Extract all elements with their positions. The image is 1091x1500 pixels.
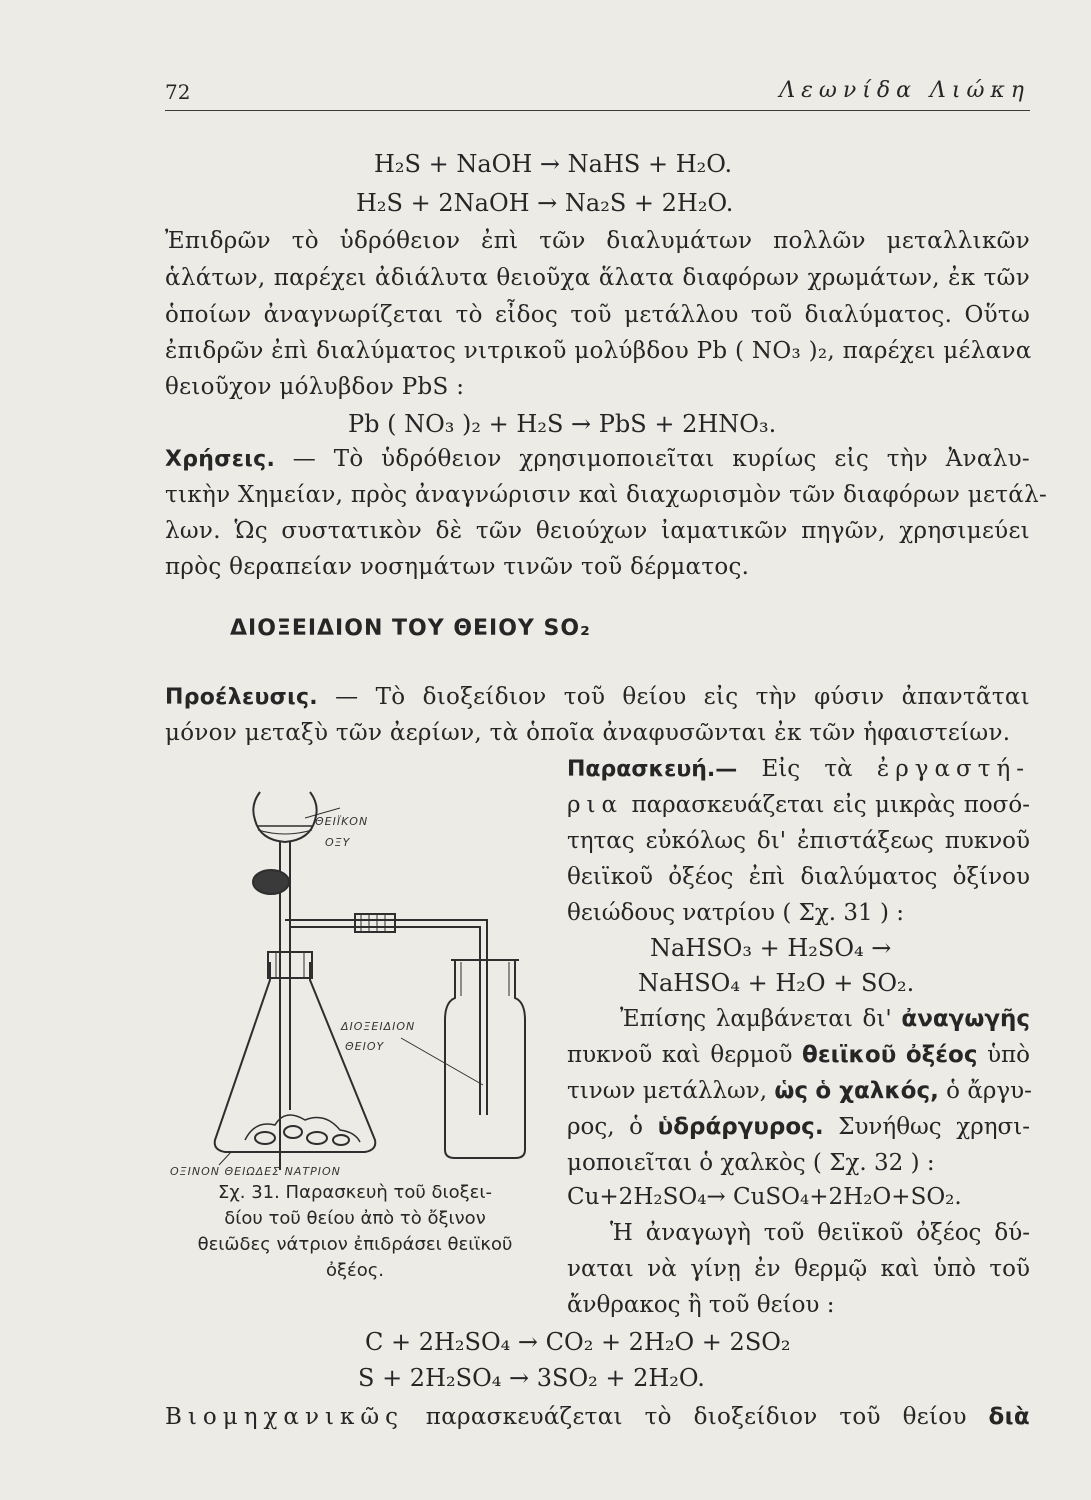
equation: Cu+2H₂SO₄→ CuSO₄+2H₂O+SO₂. (567, 1184, 962, 1210)
text-span: Συνήθως χρησι- (838, 1114, 1031, 1140)
uses-text: — Τὸ ὑδρόθειον χρησιμοποιεῖται κυρίως εἰς τὴν Ἀναλυ- (292, 446, 1030, 472)
running-head: Λεωνίδα Λιώκη (779, 78, 1030, 103)
section-heading: ΔΙΟΞΕΙΔΙΟΝ ΤΟΥ ΘΕΙΟΥ SO₂ (230, 616, 591, 641)
text-line: μόνον μεταξὺ τῶν ἀερίων, τὰ ὁποῖα ἀναφυσῶνται ἐκ τῶν ἡφαιστείων. (165, 720, 1011, 746)
caption-line: δίου τοῦ θείου ἀπὸ τὸ ὄξινον (224, 1208, 486, 1229)
spaced-word: ρια (567, 792, 624, 818)
text-line (567, 1042, 1030, 1068)
text-line: τικὴν Χημείαν, πρὸς ἀναγνώρισιν καὶ διαχωρισμὸν τῶν διαφόρων μετάλ- (165, 482, 1048, 508)
uses-line (165, 446, 1030, 472)
text-span: ὑπὸ (987, 1042, 1031, 1068)
bold-word: ὡς (774, 1078, 809, 1104)
origin-line (165, 684, 1030, 710)
last-line (165, 1404, 1030, 1430)
text-span: παρασκευάζεται τὸ διοξείδιον τοῦ θείου (425, 1404, 967, 1430)
text-line (567, 1078, 1030, 1104)
equation: NaHSO₃ + H₂SO₄ → (650, 934, 892, 962)
text-span: παρασκευάζεται εἰς μικρὰς ποσό- (631, 792, 1030, 818)
text-span: τινων μετάλλων, (567, 1078, 768, 1104)
text-line: ἐπιδρῶν ἐπὶ διαλύματος νιτρικοῦ μολύβδου Pb ( NO₃ )₂, παρέχει μέλανα (165, 338, 1032, 364)
equation: C + 2H₂SO₄ → CO₂ + 2H₂O + 2SO₂ (365, 1328, 791, 1356)
text-span: Ἐπίσης λαμβάνεται δι' (620, 1006, 892, 1032)
label-bottom: ΟΞΙΝΟΝ ΘΕΙΩΔΕΣ ΝΑΤΡΙΟΝ (170, 1165, 341, 1178)
text-line: ναται νὰ γίνῃ ἐν θερμῷ καὶ ὑπὸ τοῦ (567, 1256, 1030, 1282)
equation: H₂S + 2NaOH → Na₂S + 2H₂O. (356, 189, 734, 217)
origin-text: — Τὸ διοξείδιον τοῦ θείου εἰς τὴν φύσιν ἀπαντᾶται (335, 684, 1030, 710)
text-line: Ἡ ἀναγωγὴ τοῦ θειϊκοῦ ὀξέος δύ- (610, 1220, 1030, 1246)
bold-word: ἀναγωγῆς (901, 1006, 1031, 1032)
text-line: θειϊκοῦ ὀξέος ἐπὶ διαλύματος ὀξίνου (567, 864, 1030, 890)
label-gas-2: ΘΕΙΟΥ (345, 1040, 385, 1053)
text-span: ρος, ὁ (567, 1114, 644, 1140)
caption-line: Σχ. 31. Παρασκευὴ τοῦ διοξει- (218, 1182, 492, 1203)
text-line: θειοῦχον μόλυβδον PbS : (165, 374, 465, 400)
collecting-bottle (445, 960, 525, 1158)
apparatus-illustration (165, 780, 565, 1180)
text-line (567, 792, 1030, 818)
equation: Pb ( NO₃ )₂ + H₂S → PbS + 2HNO₃. (348, 410, 777, 438)
conical-flask (215, 962, 376, 1152)
spaced-word: Βιομηχανικῶς (165, 1404, 404, 1430)
figure-apparatus (165, 780, 565, 1180)
text-line: τητας εὐκόλως δι' ἐπιστάξεως πυκνοῦ (567, 828, 1030, 854)
bold-word: ὑδράργυρος. (657, 1114, 824, 1140)
text-line: θειώδους νατρίου ( Σχ. 31 ) : (567, 900, 905, 926)
figure-caption (165, 1180, 545, 1284)
preparation-label: Παρασκευή.— (567, 757, 738, 782)
equation: NaHSO₄ + H₂O + SO₂. (638, 969, 915, 997)
text-line: ὁποίων ἀναγνωρίζεται τὸ εἶδος τοῦ μετάλλου τοῦ διαλύματος. Οὕτω (165, 302, 1030, 328)
text-line (620, 1006, 1030, 1032)
text-line: μοποιεῖται ὁ χαλκὸς ( Σχ. 32 ) : (567, 1150, 935, 1176)
text-line: Ἐπιδρῶν τὸ ὑδρόθειον ἐπὶ τῶν διαλυμάτων πολλῶν μεταλλικῶν (165, 228, 1030, 254)
label-acid: ΘΕΙΪΚΟΝ (315, 815, 369, 828)
caption-line: ὀξέος. (325, 1260, 385, 1281)
stopcock-icon (253, 870, 289, 894)
text-span: Εἰς τὰ (761, 756, 853, 782)
bold-word: ὁ χαλκός, (815, 1078, 939, 1104)
equation: H₂S + NaOH → NaHS + H₂O. (374, 150, 733, 178)
bold-word: θειϊκοῦ (802, 1042, 897, 1068)
page-number: 72 (165, 80, 191, 104)
label-gas: ΔΙΟΞΕΙΔΙΟΝ (341, 1020, 416, 1033)
page-header (165, 74, 1030, 111)
caption-line: θειῶδες νάτριον ἐπιδράσει θειϊκοῦ (197, 1234, 513, 1255)
uses-label: Χρήσεις. (165, 447, 276, 472)
text-line: ἁλάτων, παρέχει ἀδιάλυτα θειοῦχα ἅλατα διαφόρων χρωμάτων, ἐκ τῶν (165, 265, 1030, 291)
spaced-word: ἐργαστή- (876, 756, 1031, 782)
bold-word: ὀξέος (905, 1042, 978, 1068)
origin-label: Προέλευσις. (165, 685, 318, 710)
text-line: λων. Ὡς συστατικὸν δὲ τῶν θειούχων ἰαματικῶν πηγῶν, χρησιμεύει (165, 518, 1030, 544)
equation: S + 2H₂SO₄ → 3SO₂ + 2H₂O. (358, 1364, 705, 1392)
bold-word: διὰ (988, 1404, 1030, 1430)
text-span: πυκνοῦ καὶ θερμοῦ (567, 1042, 793, 1068)
label-acid-2: ΟΞΥ (325, 836, 351, 849)
text-span: ὁ ἄργυ- (946, 1078, 1032, 1104)
text-line: πρὸς θεραπείαν νοσημάτων τινῶν τοῦ δέρματος. (165, 554, 750, 580)
preparation-line (567, 756, 1030, 782)
text-line (567, 1114, 1030, 1140)
text-line: ἄνθρακος ἢ τοῦ θείου : (567, 1292, 835, 1318)
